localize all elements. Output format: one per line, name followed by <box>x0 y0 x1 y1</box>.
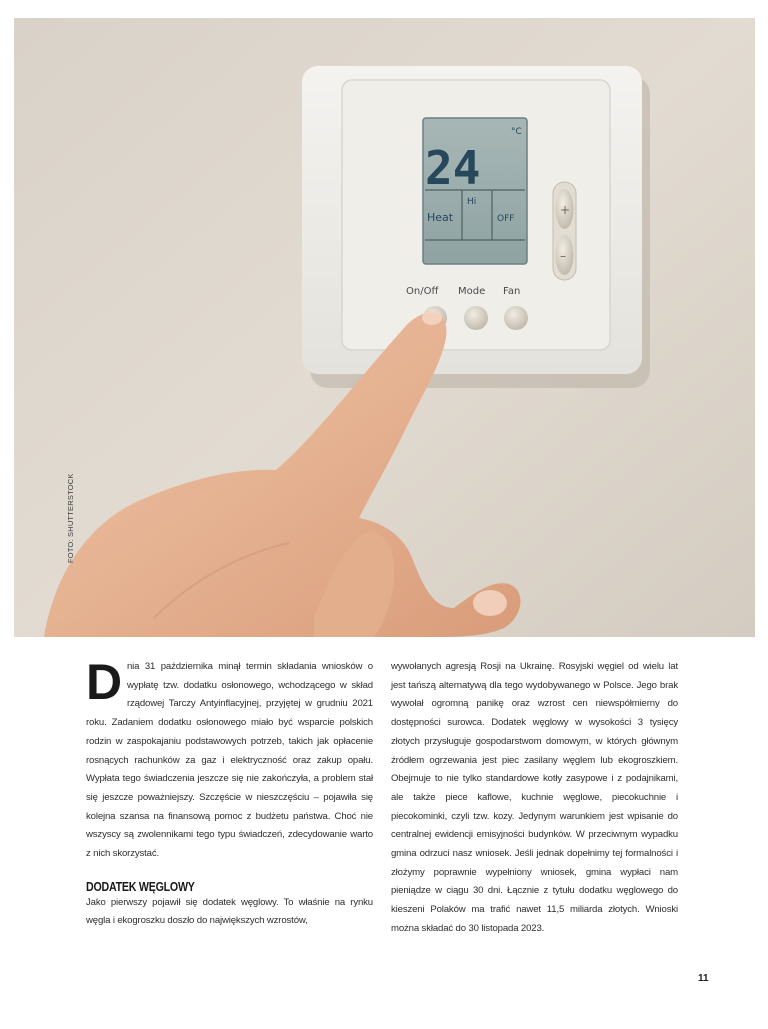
plus-button-label: + <box>560 203 571 217</box>
fan-button <box>504 306 528 330</box>
hero-photo <box>14 18 755 637</box>
temperature-readout: 24 <box>425 141 481 195</box>
intro-paragraph: nia 31 października minął termin składania wniosków o wypłatę tzw. dodatku osłonowego, wchodzącego w skład rządowej Tarczy Antyinflacyjnej, przyjętej w grudniu 2021 roku. Zadaniem dodatku osłonowego miało być wsparcie polskich rodzin w zaspokajaniu podstawowych potrzeb, takich jak opłacenie rosnących rachunków za gaz i elektryczność oraz zakup opału. Wypłata tego świadczenia jeszcze się nie zakończyła, a problem stał się jeszcze poważniejszy. Szczęście w nieszczęściu – pojawiła się kolejna szansa na finansową pomoc z budżetu państwa. Choć nie wszyscy są zwolennikami tego typu świadczeń, zdecydowanie warto z nich skorzystać. <box>86 661 373 860</box>
article-column-right <box>391 658 678 939</box>
section-paragraph-start: Jako pierwszy pojawił się dodatek węglowy. To właśnie na rynku węgla i ekogroszku doszło do największych wzrostów, <box>86 896 373 927</box>
temperature-unit: °C <box>511 127 522 137</box>
mode-heat-label: Heat <box>427 211 454 224</box>
page-number: 11 <box>698 973 709 984</box>
photo-credit: FOTO: SHUTTERSTOCK <box>66 473 75 563</box>
fan-hi-label: Hi <box>467 197 477 207</box>
article-column-left <box>86 654 373 931</box>
section-heading: DODATEK WĘGLOWY <box>86 878 195 894</box>
mode-button <box>464 306 488 330</box>
fan-button-label: Fan <box>503 286 521 297</box>
onoff-button-label: On/Off <box>406 286 439 297</box>
drop-cap: D <box>86 654 122 710</box>
thermostat-illustration <box>14 18 755 637</box>
minus-button-label: – <box>560 249 566 263</box>
status-off-label: OFF <box>497 214 515 224</box>
section-paragraph-continued: wywołanych agresją Rosji na Ukrainę. Rosyjski węgiel od wielu lat jest tańszą alternatywą dla tego wydobywanego w Polsce. Jego brak wywołał ogromną panikę oraz wzrost cen niewspółmierny do dostępności surowca. Dodatek węglowy w wysokości 3 tysięcy złotych przysługuje gospodarstwom domowym, w których głównym źródłem ogrzewania jest piec zasilany węglem lub ekogroszkiem. Obejmuje to nie tylko standardowe kotły zasypowe i z podajnikami, ale także piece kaflowe, kuchnie węglowe, piecokuchnie i piecokominki, czyli tzw. kozy. Jedynym warunkiem jest wpisanie do centralnej ewidencji emisyjności budynków. W przeciwnym wypadku gmina odrzuci nasz wniosek. Jeśli jednak dopełnimy tej formalności i złożymy poprawnie wypełniony wniosek, gmina wypłaci nam pieniądze w ciągu 30 dni. Łącznie z tytułu dodatku węglowego do kieszeni Polaków ma trafić nawet 11,5 miliarda złotych. Wnioski można składać do 30 listopada 2023. <box>391 661 678 934</box>
mode-button-label: Mode <box>458 286 486 297</box>
